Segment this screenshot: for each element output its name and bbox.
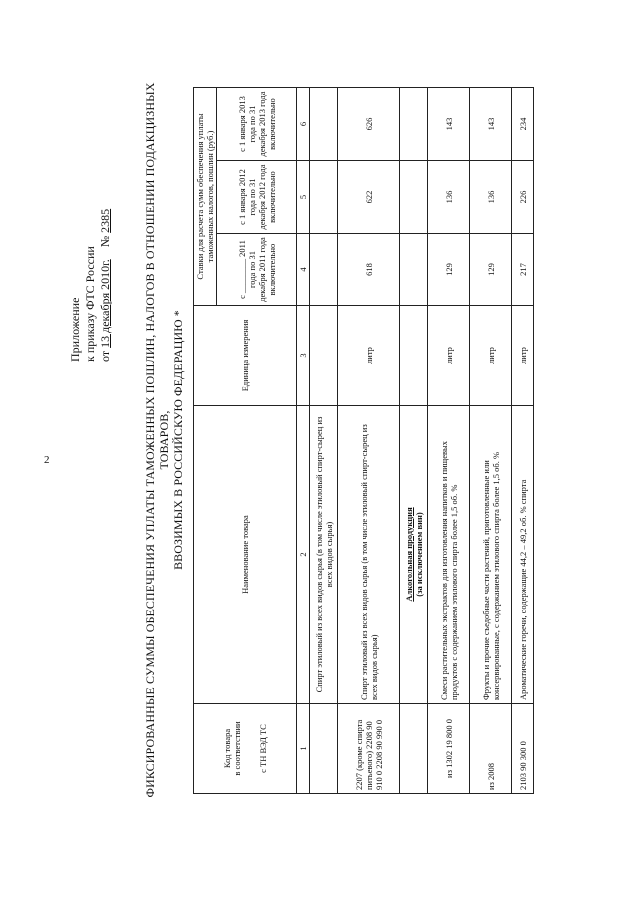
row-3-code: из 2008 — [470, 704, 512, 794]
row-2-v2: 136 — [428, 161, 470, 234]
section-1-empty-v2 — [310, 161, 338, 234]
section-2-note: (за исключением вин) — [413, 512, 424, 597]
col-number-6: 6 — [297, 88, 310, 161]
row-1-code: 2207 (кроме спирта питьевого) 2208 90 910 0 2208 90 990 0 — [338, 704, 400, 794]
row-1-v3: 626 — [338, 88, 400, 161]
row-1-name: Спирт этиловый из всех видов сырья (в том числе этиловый спирт-сырец из всех видов сырья) — [338, 406, 400, 704]
page-number: 2 — [44, 454, 50, 466]
section-2-empty-code — [400, 704, 428, 794]
section-1-title: Спирт этиловый из всех видов сырья (в том числе этиловый спирт-сырец из всех видов сырья) — [310, 406, 338, 704]
col-number-5: 5 — [297, 161, 310, 234]
table-row — [512, 88, 534, 794]
section-1-row — [310, 88, 338, 794]
unit-header: Единица измерения — [194, 306, 297, 406]
row-4-v2: 226 — [512, 161, 534, 234]
appendix-block — [68, 209, 113, 362]
date-prefix: от — [98, 350, 112, 362]
appendix-date-line — [98, 209, 113, 362]
section-2-row — [400, 88, 428, 794]
row-4-v3: 234 — [512, 88, 534, 161]
section-1-empty-code — [310, 704, 338, 794]
section-1-empty-unit — [310, 306, 338, 406]
row-4-unit: литр — [512, 306, 534, 406]
order-date: 13 декабря 2010г. — [98, 259, 112, 348]
code-header-top: Код товара — [222, 728, 232, 769]
table-row — [428, 88, 470, 794]
column-number-row — [297, 88, 310, 794]
appendix-line-1: Приложение — [68, 297, 82, 362]
row-2-v1: 129 — [428, 234, 470, 306]
appendix-line-2: к приказу ФТС России — [83, 246, 97, 362]
row-2-code: из 1302 19 800 0 — [428, 704, 470, 794]
heading-line-2: ВВОЗИМЫХ В РОССИЙСКУЮ ФЕДЕРАЦИЮ * — [171, 310, 185, 570]
row-3-v1: 129 — [470, 234, 512, 306]
period-2-header: с 1 января 2012 года по 31 декабря 2012 года включительно — [217, 161, 297, 234]
row-2-unit: литр — [428, 306, 470, 406]
rates-table — [193, 87, 534, 794]
row-2-name: Смеси растительных экстрактов для изготовления напитков и пищевых продуктов с содержанием этилового спирта более 1,5 об. % — [428, 406, 470, 704]
row-1-v2: 622 — [338, 161, 400, 234]
document-heading — [143, 70, 185, 810]
code-header-mid: в соответствии — [232, 721, 242, 776]
section-2-empty-unit — [400, 306, 428, 406]
row-4-code: 2103 90 300 0 — [512, 704, 534, 794]
table-row — [470, 88, 512, 794]
period-1-header: с ________ 2011 года по 31 декабря 2011 года включительно — [217, 234, 297, 306]
row-1-v1: 618 — [338, 234, 400, 306]
heading-line-1: ФИКСИРОВАННЫЕ СУММЫ ОБЕСПЕЧЕНИЯ УПЛАТЫ ТАМОЖЕННЫХ ПОШЛИН, НАЛОГОВ В ОТНОШЕНИИ ПОДАКЦИЗНЫХ ТОВАРОВ, — [143, 82, 171, 798]
table-row — [338, 88, 400, 794]
section-2-empty-v1 — [400, 234, 428, 306]
number-prefix: № — [98, 235, 112, 248]
order-number: 2385 — [98, 208, 112, 233]
row-4-name: Ароматические горечи, содержащие 44,2 – 49,2 об. % спирта — [512, 406, 534, 704]
col-number-4: 4 — [297, 234, 310, 306]
col-number-3: 3 — [297, 306, 310, 406]
col-number-1: 1 — [297, 704, 310, 794]
row-3-unit: литр — [470, 306, 512, 406]
row-3-name: Фрукты и прочие съедобные части растений, приготовленные или консервированные, с содержанием этилового спирта более 1,5 об. % — [470, 406, 512, 704]
section-2-empty-v3 — [400, 88, 428, 161]
header-row-1 — [194, 88, 217, 794]
section-2-empty-v2 — [400, 161, 428, 234]
row-3-v3: 143 — [470, 88, 512, 161]
code-header — [194, 704, 297, 794]
row-3-v2: 136 — [470, 161, 512, 234]
name-header: Наименование товара — [194, 406, 297, 704]
row-2-v3: 143 — [428, 88, 470, 161]
rates-group-header: Ставки для расчета сумм обеспечения уплаты таможенных налогов, пошлин (руб.) — [194, 88, 217, 306]
period-3-header: с 1 января 2013 года по 31 декабря 2013 года включительно — [217, 88, 297, 161]
section-1-empty-v1 — [310, 234, 338, 306]
code-header-bottom: с ТН ВЭД ТС — [258, 724, 268, 773]
row-1-unit: литр — [338, 306, 400, 406]
section-2-title: Алкогольная продукция — [403, 507, 414, 602]
row-4-v1: 217 — [512, 234, 534, 306]
section-2-title-cell — [400, 406, 428, 704]
col-number-2: 2 — [297, 406, 310, 704]
section-1-empty-v3 — [310, 88, 338, 161]
